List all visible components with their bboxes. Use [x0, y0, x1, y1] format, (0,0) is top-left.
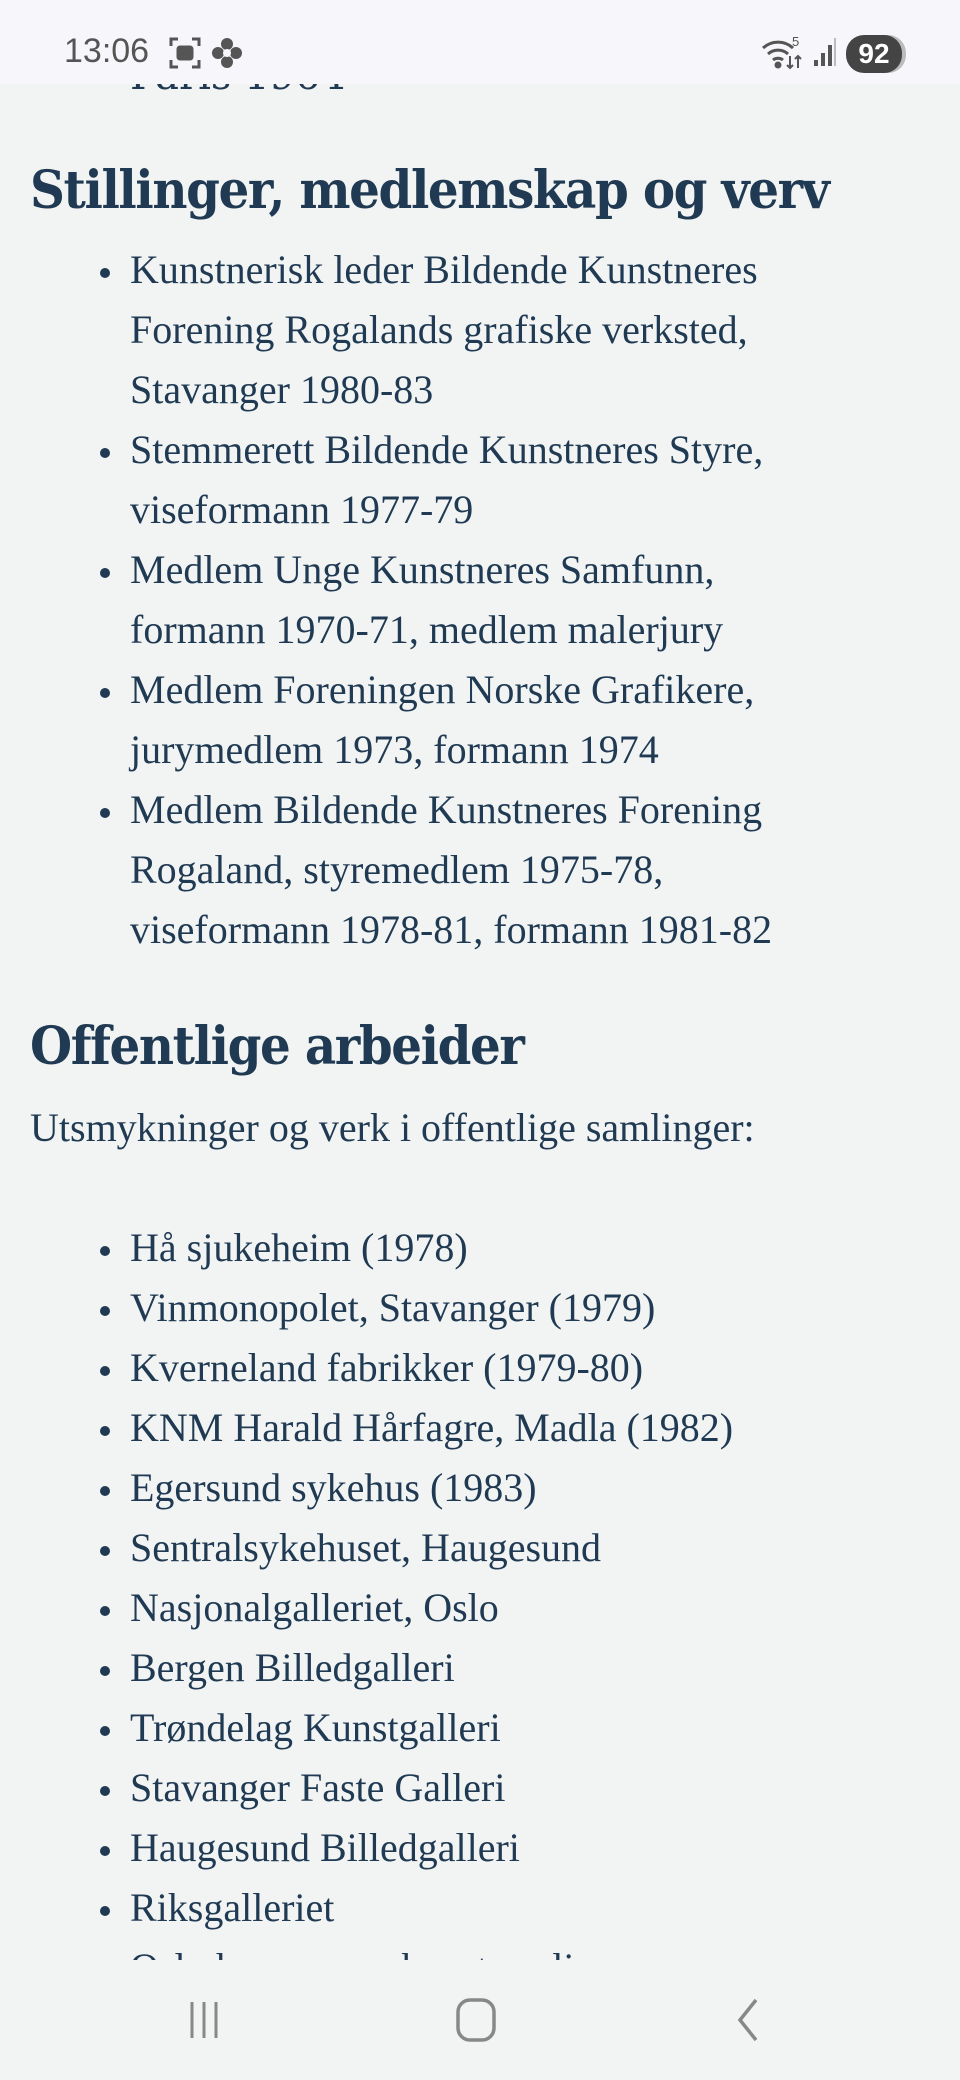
status-bar: [0, 0, 960, 84]
list-item: Nasjonalgalleriet, Oslo: [0, 1578, 960, 1638]
svg-text:5: 5: [792, 34, 800, 49]
home-button[interactable]: [446, 1990, 506, 2054]
list-item: Kverneland fabrikker (1979-80): [0, 1338, 960, 1398]
section-intro: Utsmykninger og verk i offentlige samlinger:: [30, 1105, 755, 1150]
back-button[interactable]: [720, 1990, 780, 2054]
list-item: Medlem Foreningen Norske Grafikere, jurymedlem 1973, formann 1974: [0, 660, 870, 780]
list-item: Bergen Billedgalleri: [0, 1638, 960, 1698]
list-item: Vinmonopolet, Stavanger (1979): [0, 1278, 960, 1338]
list-item: Medlem Bildende Kunstneres Forening Rogaland, styremedlem 1975-78, viseformann 1978-81, formann 1981-82: [0, 780, 890, 960]
list-item: Stemmerett Bildende Kunstneres Styre, viseformann 1977-79: [0, 420, 890, 540]
list-item: Medlem Unge Kunstneres Samfunn, formann 1970-71, medlem malerjury: [0, 540, 870, 660]
battery-indicator: 92: [846, 35, 902, 73]
status-time: 13:06: [64, 32, 150, 70]
positions-list: [0, 240, 960, 960]
screenshot-icon: [168, 36, 202, 74]
signal-icon: [812, 34, 838, 74]
section-heading-public-works: Offentlige arbeider: [30, 1016, 524, 1077]
list-item: Trøndelag Kunstgalleri: [0, 1698, 960, 1758]
list-item: Stavanger Faste Galleri: [0, 1758, 960, 1818]
list-item: Hå sjukeheim (1978): [0, 1218, 960, 1278]
section-heading-positions: Stillinger, medlemskap og verv: [30, 160, 829, 221]
list-item: KNM Harald Hårfagre, Madla (1982): [0, 1398, 960, 1458]
navigation-bar: [0, 1960, 960, 2080]
list-item: Sentralsykehuset, Haugesund: [0, 1518, 960, 1578]
recent-apps-button[interactable]: [180, 1990, 240, 2054]
list-item: Kunstnerisk leder Bildende Kunstneres Forening Rogalands grafiske verksted, Stavanger 1980-83: [0, 240, 890, 420]
list-item: Riksgalleriet: [0, 1878, 960, 1938]
wifi-icon: [760, 34, 804, 74]
list-item: Egersund sykehus (1983): [0, 1458, 960, 1518]
flower-icon: [210, 36, 244, 74]
list-item: Haugesund Billedgalleri: [0, 1818, 960, 1878]
public-works-list: [0, 1218, 960, 1998]
